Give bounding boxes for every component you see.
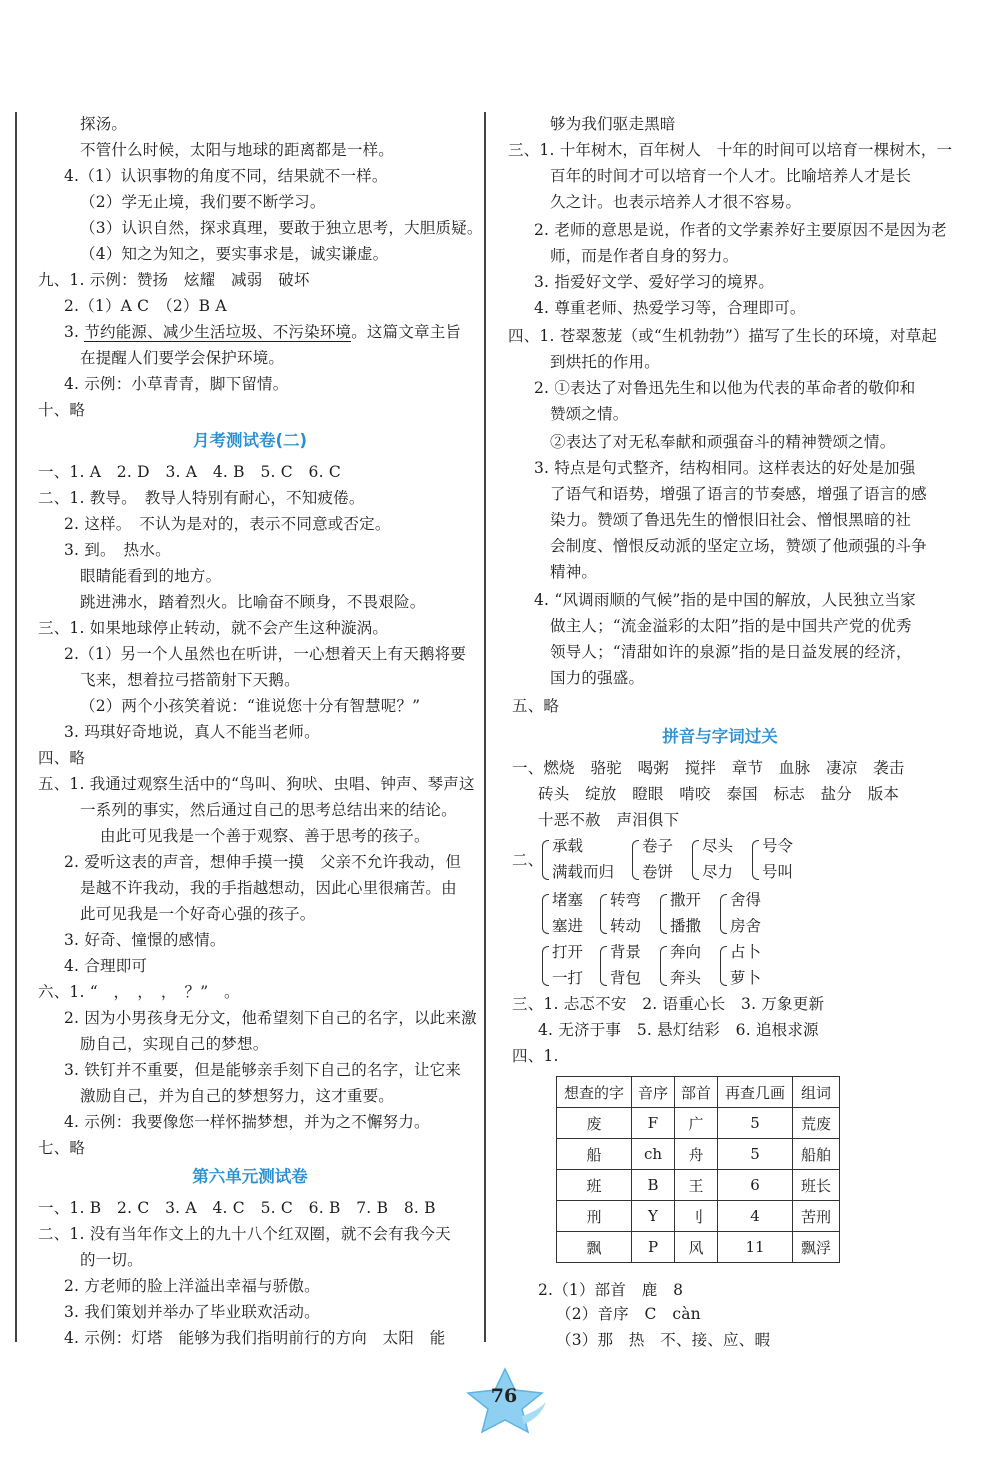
answer-line: （3）那 热 不、接、应、暇 <box>556 1331 771 1349</box>
brace-bracket <box>720 946 727 986</box>
table-cell: 飘 <box>557 1232 632 1263</box>
word-pair: 一打 <box>552 969 584 987</box>
answer-line: 做主人；“流金溢彩的太阳”指的是中国共产党的优秀 <box>550 617 912 635</box>
word-pair: 堵塞 <box>552 891 584 909</box>
answer-line: 三、1. 十年树木，百年树人 十年的时间可以培育一棵树木，一 <box>508 141 953 159</box>
answer-line: 2. 这样。 不认为是对的，表示不同意或否定。 <box>64 515 391 533</box>
answer-line: 四、略 <box>38 749 86 767</box>
brace-bracket <box>542 946 549 986</box>
answer-line: 二、1. 教导。 教导人特别有耐心，不知疲倦。 <box>38 489 365 507</box>
word-pair: 尽力 <box>702 863 734 881</box>
table-row <box>557 1170 840 1201</box>
table-cell: 班长 <box>793 1170 840 1201</box>
answer-line: （2）学无止境，我们要不断学习。 <box>80 193 326 211</box>
word-pair: 满载而归 <box>552 863 615 881</box>
answer-line: 3. 好奇、憧憬的感情。 <box>64 931 226 949</box>
table-cell: Y <box>632 1201 675 1232</box>
page-number: 76 <box>490 1385 518 1407</box>
answer-line: 不管什么时候，太阳与地球的距离都是一样。 <box>80 141 395 159</box>
answer-line: 2.（1）部首 鹿 8 <box>538 1281 684 1299</box>
column-header: 组词 <box>793 1077 840 1108</box>
table-cell: 广 <box>675 1108 718 1139</box>
answer-line: 十恶不赦 声泪俱下 <box>538 811 680 829</box>
answer-line: 国力的强盛。 <box>550 669 645 687</box>
answer-line: 到烘托的作用。 <box>550 353 660 371</box>
word-pair: 塞进 <box>552 917 584 935</box>
brace-bracket <box>632 840 639 880</box>
answer-line: 4.（1）认识事物的角度不同，结果就不一样。 <box>64 167 388 185</box>
center-divider-line <box>484 112 486 1342</box>
answer-line: 探汤。 <box>80 115 128 133</box>
answer-line: 五、1. 我通过观察生活中的“鸟叫、狗吠、虫唱、钟声、琴声这 <box>38 775 475 793</box>
word-pair: 打开 <box>552 943 584 961</box>
word-pair: 背景 <box>610 943 642 961</box>
table-cell: 5 <box>718 1139 793 1170</box>
answer-line: 在提醒人们要学会保护环境。 <box>80 349 285 367</box>
answer-line: 4. 合理即可 <box>64 957 148 975</box>
underlined-answer: 节约能源、减少生活垃圾、不污染环境 <box>84 323 352 341</box>
brace-bracket <box>660 946 667 986</box>
word-pair: 舍得 <box>730 891 762 909</box>
answer-line: 飞来，想着拉弓搭箭射下天鹅。 <box>80 671 300 689</box>
answer-line: 四、1. 苍翠葱茏（或“生机勃勃”）描写了生长的环境，对草起 <box>508 327 938 345</box>
answer-line: 3. 我们策划并举办了毕业联欢活动。 <box>64 1303 320 1321</box>
answer-line: 2.（1）另一个人虽然也在听讲，一心想着天上有天鹅将要 <box>64 645 467 663</box>
answer-line: 眼睛能看到的地方。 <box>80 567 222 585</box>
section-heading: 第六单元测试卷 <box>192 1167 308 1186</box>
table-row <box>557 1108 840 1139</box>
table-cell: B <box>632 1170 675 1201</box>
answer-line: 3. 指爱好文学、爱好学习的境界。 <box>534 273 775 291</box>
table-cell: 刑 <box>557 1201 632 1232</box>
word-pair: 卷饼 <box>642 863 674 881</box>
answer-line: 2. 老师的意思是说，作者的文学素养好主要原因不是因为老 <box>534 221 947 239</box>
table-cell: 舟 <box>675 1139 718 1170</box>
table-header-row <box>557 1077 840 1108</box>
answer-text: 。这篇文章主旨 <box>351 323 462 341</box>
table-cell: 5 <box>718 1108 793 1139</box>
answer-line: 百年的时间才可以培育一个人才。比喻培养人才是长 <box>550 167 912 185</box>
dictionary-lookup-table <box>556 1076 840 1263</box>
brace-bracket <box>720 894 727 934</box>
answer-line: （2）两个小孩笑着说：“谁说您十分有智慧呢？” <box>80 697 421 715</box>
answer-line: （4）知之为知之，要实事求是，诚实谦虚。 <box>80 245 389 263</box>
word-pair: 占卜 <box>730 943 762 961</box>
brace-bracket <box>542 894 549 934</box>
answer-line: 3. 铁钉并不重要，但是能够亲手刻下自己的名字，让它来 <box>64 1061 462 1079</box>
section-heading: 月考测试卷(二) <box>192 431 308 450</box>
answer-line: 赞颂之情。 <box>550 405 629 423</box>
answer-line: 一、1. A 2. D 3. A 4. B 5. C 6. C <box>38 463 341 481</box>
answer-line: 2. 方老师的脸上洋溢出幸福与骄傲。 <box>64 1277 320 1295</box>
word-pair: 承载 <box>552 837 584 855</box>
answer-line: 九、1. 示例：赞扬 炫耀 减弱 破坏 <box>38 271 310 289</box>
answer-line: 此可见我是一个好奇心强的孩子。 <box>80 905 316 923</box>
answer-line: 跳进沸水，踏着烈火。比喻奋不顾身，不畏艰险。 <box>80 593 426 611</box>
word-pair: 号令 <box>762 837 794 855</box>
word-pair: 房舍 <box>730 917 762 935</box>
answer-line: 4. 尊重老师、热爱学习等，合理即可。 <box>534 299 806 317</box>
word-pair: 号叫 <box>762 863 794 881</box>
answer-line: 4. “风调雨顺的气候”指的是中国的解放，人民独立当家 <box>534 591 916 609</box>
answer-line: 的一切。 <box>80 1251 143 1269</box>
brace-bracket <box>692 840 699 880</box>
table-cell: F <box>632 1108 675 1139</box>
answer-line: 久之计。也表示培养人才很不容易。 <box>550 193 802 211</box>
answer-line: 四、1. <box>512 1047 559 1065</box>
word-pair: 背包 <box>610 969 642 987</box>
brace-bracket <box>600 946 607 986</box>
table-cell: P <box>632 1232 675 1263</box>
column-header: 部首 <box>675 1077 718 1108</box>
answer-line: 五、略 <box>512 697 560 715</box>
answer-line: 会制度、憎恨反动派的坚定立场，赞颂了他顽强的斗争 <box>550 537 927 555</box>
word-pair: 奔头 <box>670 969 702 987</box>
answer-number: 3. <box>64 323 85 341</box>
answer-line: 七、略 <box>38 1139 86 1157</box>
answer-line: （3）认识自然，探求真理，要敢于独立思考，大胆质疑。 <box>80 219 483 237</box>
answer-line: 领导人；“清甜如许的泉源”指的是日益发展的经济， <box>550 643 912 661</box>
table-cell: 王 <box>675 1170 718 1201</box>
answer-line: 4. 示例：小草青青，脚下留情。 <box>64 375 289 393</box>
answer-line: 一、燃烧 骆驼 喝粥 搅拌 章节 血脉 凄凉 袭击 <box>512 759 905 777</box>
table-cell: 4 <box>718 1201 793 1232</box>
answer-line: 砖头 绽放 瞪眼 啃咬 泰国 标志 盐分 版本 <box>538 785 900 803</box>
answer-line: 二、1. 没有当年作文上的九十八个红双圈，就不会有我今天 <box>38 1225 451 1243</box>
answer-line: 2. 爱听这表的声音，想伸手摸一摸 父亲不允许我动，但 <box>64 853 462 871</box>
brace-bracket <box>752 840 759 880</box>
answer-line: 一、1. B 2. C 3. A 4. C 5. C 6. B 7. B 8. B <box>38 1199 436 1217</box>
brace-bracket <box>542 840 549 880</box>
table-row <box>557 1201 840 1232</box>
answer-line: 4. 无济于事 5. 悬灯结彩 6. 追根求源 <box>538 1021 819 1039</box>
column-header: 再查几画 <box>718 1077 793 1108</box>
answer-line: 三、1. 忐忑不安 2. 语重心长 3. 万象更新 <box>512 995 825 1013</box>
section-heading: 拼音与字词过关 <box>662 727 778 746</box>
word-pair: 卷子 <box>642 837 674 855</box>
answer-line: 2. 因为小男孩身无分文，他希望刻下自己的名字，以此来激 <box>64 1009 477 1027</box>
answer-line: 染力。赞颂了鲁迅先生的憎恨旧社会、憎恨黑暗的社 <box>550 511 912 529</box>
answer-line: ②表达了对无私奉献和顽强奋斗的精神赞颂之情。 <box>550 433 896 451</box>
table-cell: ch <box>632 1139 675 1170</box>
answer-line: 3. 到。 热水。 <box>64 541 171 559</box>
word-pair: 撒开 <box>670 891 702 909</box>
answer-line: 是越不许我动，我的手指越想动，因此心里很痛苦。由 <box>80 879 457 897</box>
table-cell: 苦刑 <box>793 1201 840 1232</box>
word-pair: 转动 <box>610 917 642 935</box>
column-header: 音序 <box>632 1077 675 1108</box>
table-cell: 废 <box>557 1108 632 1139</box>
answer-line: 3. 玛琪好奇地说，真人不能当老师。 <box>64 723 320 741</box>
word-pair: 尽头 <box>702 837 734 855</box>
answer-line: 励自己，实现自己的梦想。 <box>80 1035 269 1053</box>
table-cell: 11 <box>718 1232 793 1263</box>
brace-bracket <box>600 894 607 934</box>
answer-line: 十、略 <box>38 401 86 419</box>
answer-line: 三、1. 如果地球停止转动，就不会产生这种漩涡。 <box>38 619 389 637</box>
answer-line: 3. 特点是句式整齐，结构相同。这样表达的好处是加强 <box>534 459 916 477</box>
answer-line: 由此可见我是一个善于观察、善于思考的孩子。 <box>100 827 430 845</box>
word-pair: 萝卜 <box>730 969 762 987</box>
table-cell: 风 <box>675 1232 718 1263</box>
word-pair: 转弯 <box>610 891 642 909</box>
answer-line: 4. 示例：灯塔 能够为我们指明前行的方向 太阳 能 <box>64 1329 446 1347</box>
table-cell: 荒废 <box>793 1108 840 1139</box>
word-pair: 播撒 <box>670 917 702 935</box>
answer-line: 够为我们驱走黑暗 <box>550 115 676 133</box>
column-header: 想查的字 <box>557 1077 632 1108</box>
answer-line: 2.（1）A C （2）B A <box>64 297 227 315</box>
table-cell: 船舶 <box>793 1139 840 1170</box>
table-cell: 刂 <box>675 1201 718 1232</box>
answer-line <box>64 322 461 342</box>
table-row <box>557 1232 840 1263</box>
answer-line: 六、1. “ ， ， ， ？” 。 <box>38 983 240 1001</box>
table-cell: 班 <box>557 1170 632 1201</box>
answer-line: 一系列的事实，然后通过自己的思考总结出来的结论。 <box>80 801 457 819</box>
table-cell: 飘浮 <box>793 1232 840 1263</box>
answer-line: 精神。 <box>550 563 598 581</box>
left-margin-line <box>15 112 17 1342</box>
answer-line: 激励自己，并为自己的梦想努力，这才重要。 <box>80 1087 395 1105</box>
answer-line: （2）音序 C càn <box>556 1305 701 1323</box>
answer-line: 二、 <box>512 851 544 869</box>
table-cell: 6 <box>718 1170 793 1201</box>
word-pair: 奔向 <box>670 943 702 961</box>
brace-bracket <box>660 894 667 934</box>
answer-line: 了语气和语势，增强了语言的节奏感，增强了语言的感 <box>550 485 927 503</box>
table-cell: 船 <box>557 1139 632 1170</box>
table-row <box>557 1139 840 1170</box>
answer-line: 2. ①表达了对鲁迅先生和以他为代表的革命者的敬仰和 <box>534 379 916 397</box>
answer-line: 4. 示例：我要像您一样怀揣梦想，并为之不懈努力。 <box>64 1113 430 1131</box>
answer-line: 师，而是作者自身的努力。 <box>550 247 739 265</box>
